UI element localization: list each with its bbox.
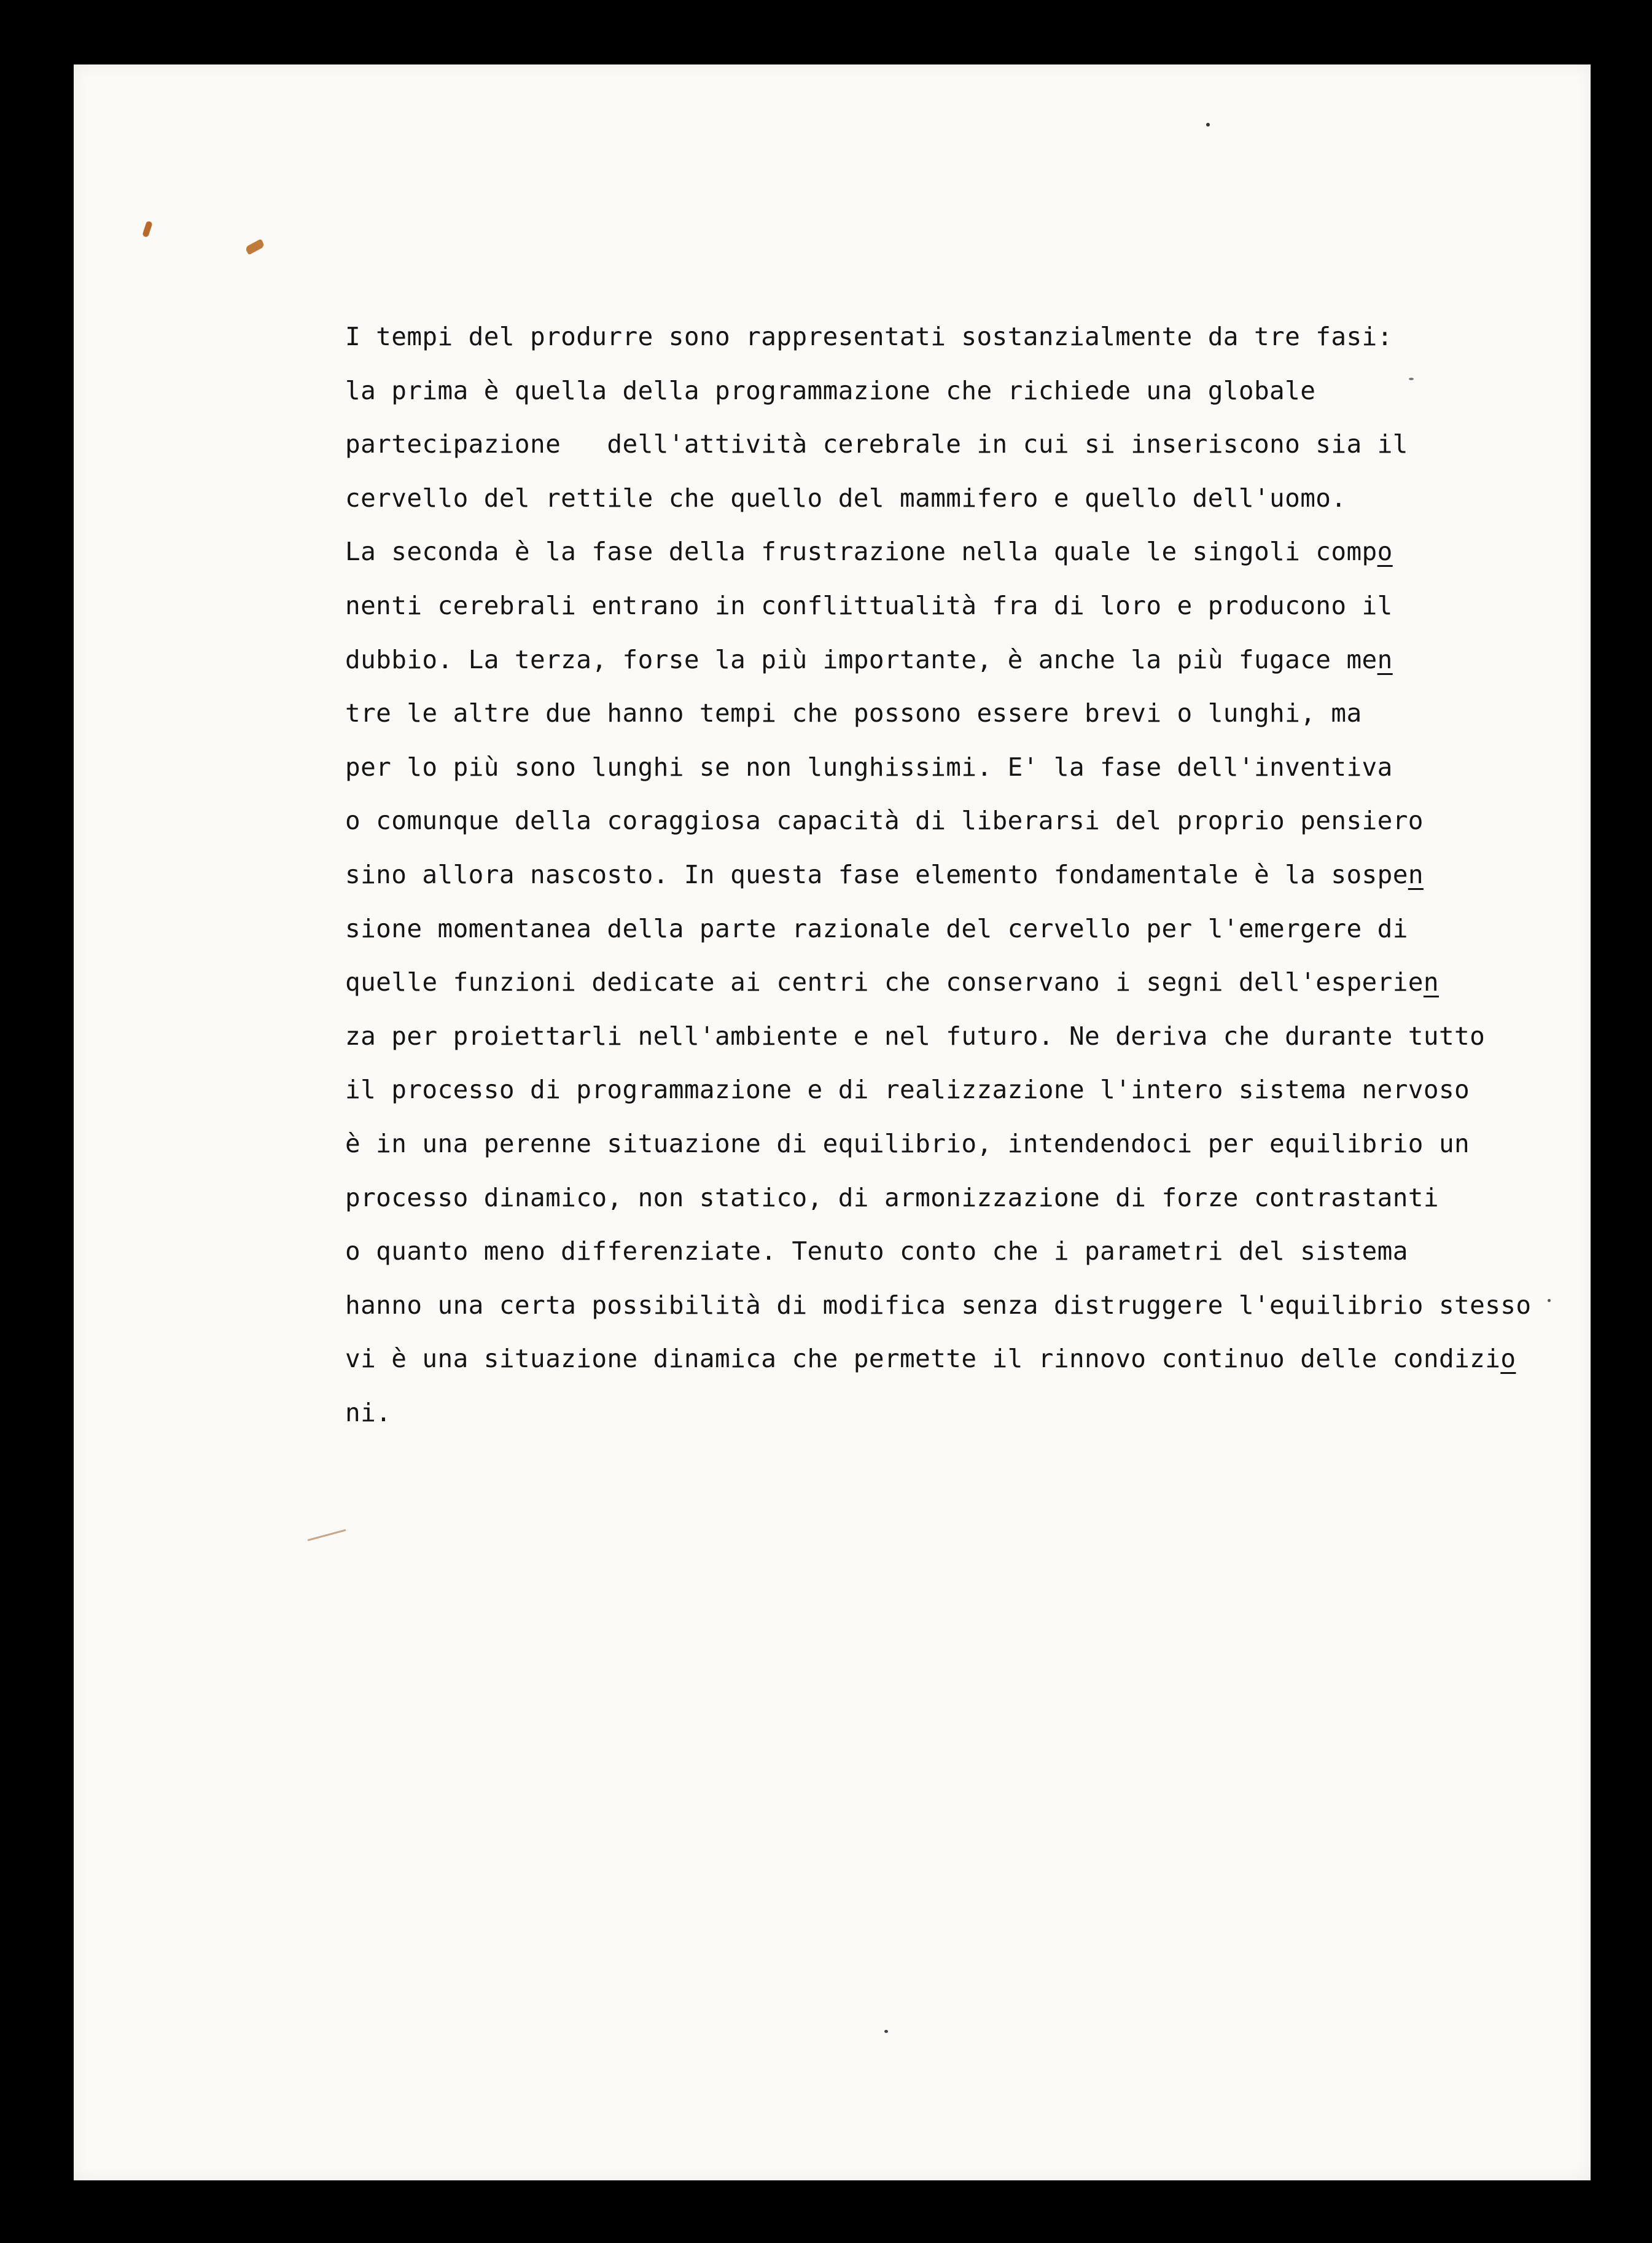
rust-stain-mark [244, 239, 265, 255]
text-line [345, 1386, 1610, 1440]
underlined-hyphenation-letter: n [1408, 859, 1424, 889]
text-line [345, 1063, 1610, 1117]
text-line [345, 1332, 1610, 1386]
text-line [345, 1225, 1610, 1279]
text-line [345, 633, 1610, 687]
text-line-content: ni. [345, 1397, 392, 1427]
text-line [345, 310, 1610, 364]
text-line-content: è in una perenne situazione di equilibrio, intendendoci per equilibrio un [345, 1128, 1470, 1158]
text-line-content: la prima è quella della programmazione che richiede una globale [345, 375, 1316, 405]
underlined-hyphenation-letter: n [1377, 644, 1393, 674]
text-line [345, 848, 1610, 902]
text-line-content: partecipazione dell'attività cerebrale in cui si inseriscono sia il [345, 429, 1408, 459]
text-line-content: dubbio. La terza, forse la più importante, è anche la più fugace me [345, 644, 1377, 674]
text-line-content: cervello del rettile che quello del mammifero e quello dell'uomo. [345, 483, 1347, 513]
text-line [345, 364, 1610, 418]
text-line [345, 472, 1610, 526]
text-line-content: sino allora nascosto. In questa fase elemento fondamentale è la sospe [345, 859, 1408, 889]
underlined-hyphenation-letter: o [1500, 1344, 1516, 1374]
text-line-content: quelle funzioni dedicate ai centri che conservano i segni dell'esperie [345, 967, 1424, 997]
text-line-content: nenti cerebrali entrano in conflittualità fra di loro e producono il [345, 590, 1393, 620]
text-line [345, 1171, 1610, 1225]
typed-paragraph [345, 310, 1610, 1440]
underlined-hyphenation-letter: n [1423, 967, 1439, 997]
text-line-content: I tempi del produrre sono rappresentati sostanzialmente da tre fasi: [345, 322, 1393, 351]
text-line-content: o quanto meno differenziate. Tenuto conto che i parametri del sistema [345, 1236, 1408, 1266]
text-line [345, 794, 1610, 848]
text-line [345, 687, 1610, 741]
text-line [345, 1117, 1610, 1171]
text-line [345, 956, 1610, 1010]
text-line [345, 579, 1610, 633]
text-line-content: o comunque della coraggiosa capacità di liberarsi del proprio pensiero [345, 806, 1424, 836]
ink-speck [1206, 123, 1210, 127]
text-line [345, 1010, 1610, 1064]
text-line [345, 418, 1610, 472]
text-line [345, 902, 1610, 956]
text-line-content: per lo più sono lunghi se non lunghissimi. E' la fase dell'inventiva [345, 752, 1393, 782]
text-line [345, 1279, 1610, 1333]
text-line-content: hanno una certa possibilità di modifica senza distruggere l'equilibrio stesso [345, 1290, 1532, 1320]
rust-stain-mark [142, 220, 153, 238]
text-line-content: za per proiettarli nell'ambiente e nel futuro. Ne deriva che durante tutto [345, 1021, 1486, 1051]
text-line-content: vi è una situazione dinamica che permette il rinnovo continuo delle condizi [345, 1344, 1501, 1374]
text-line-content: La seconda è la fase della frustrazione nella quale le singoli comp [345, 537, 1377, 567]
text-line [345, 741, 1610, 795]
ink-speck [884, 2030, 888, 2033]
underlined-hyphenation-letter: o [1377, 537, 1393, 567]
text-line-content: il processo di programmazione e di realizzazione l'intero sistema nervoso [345, 1075, 1470, 1105]
text-line [345, 525, 1610, 579]
text-line-content: processo dinamico, non statico, di armonizzazione di forze contrastanti [345, 1182, 1439, 1212]
paper-page [74, 64, 1591, 2180]
text-line-content: sione momentanea della parte razionale del cervello per l'emergere di [345, 913, 1408, 943]
text-line-content: tre le altre due hanno tempi che possono essere brevi o lunghi, ma [345, 698, 1362, 728]
pencil-stroke-mark [308, 1529, 346, 1541]
